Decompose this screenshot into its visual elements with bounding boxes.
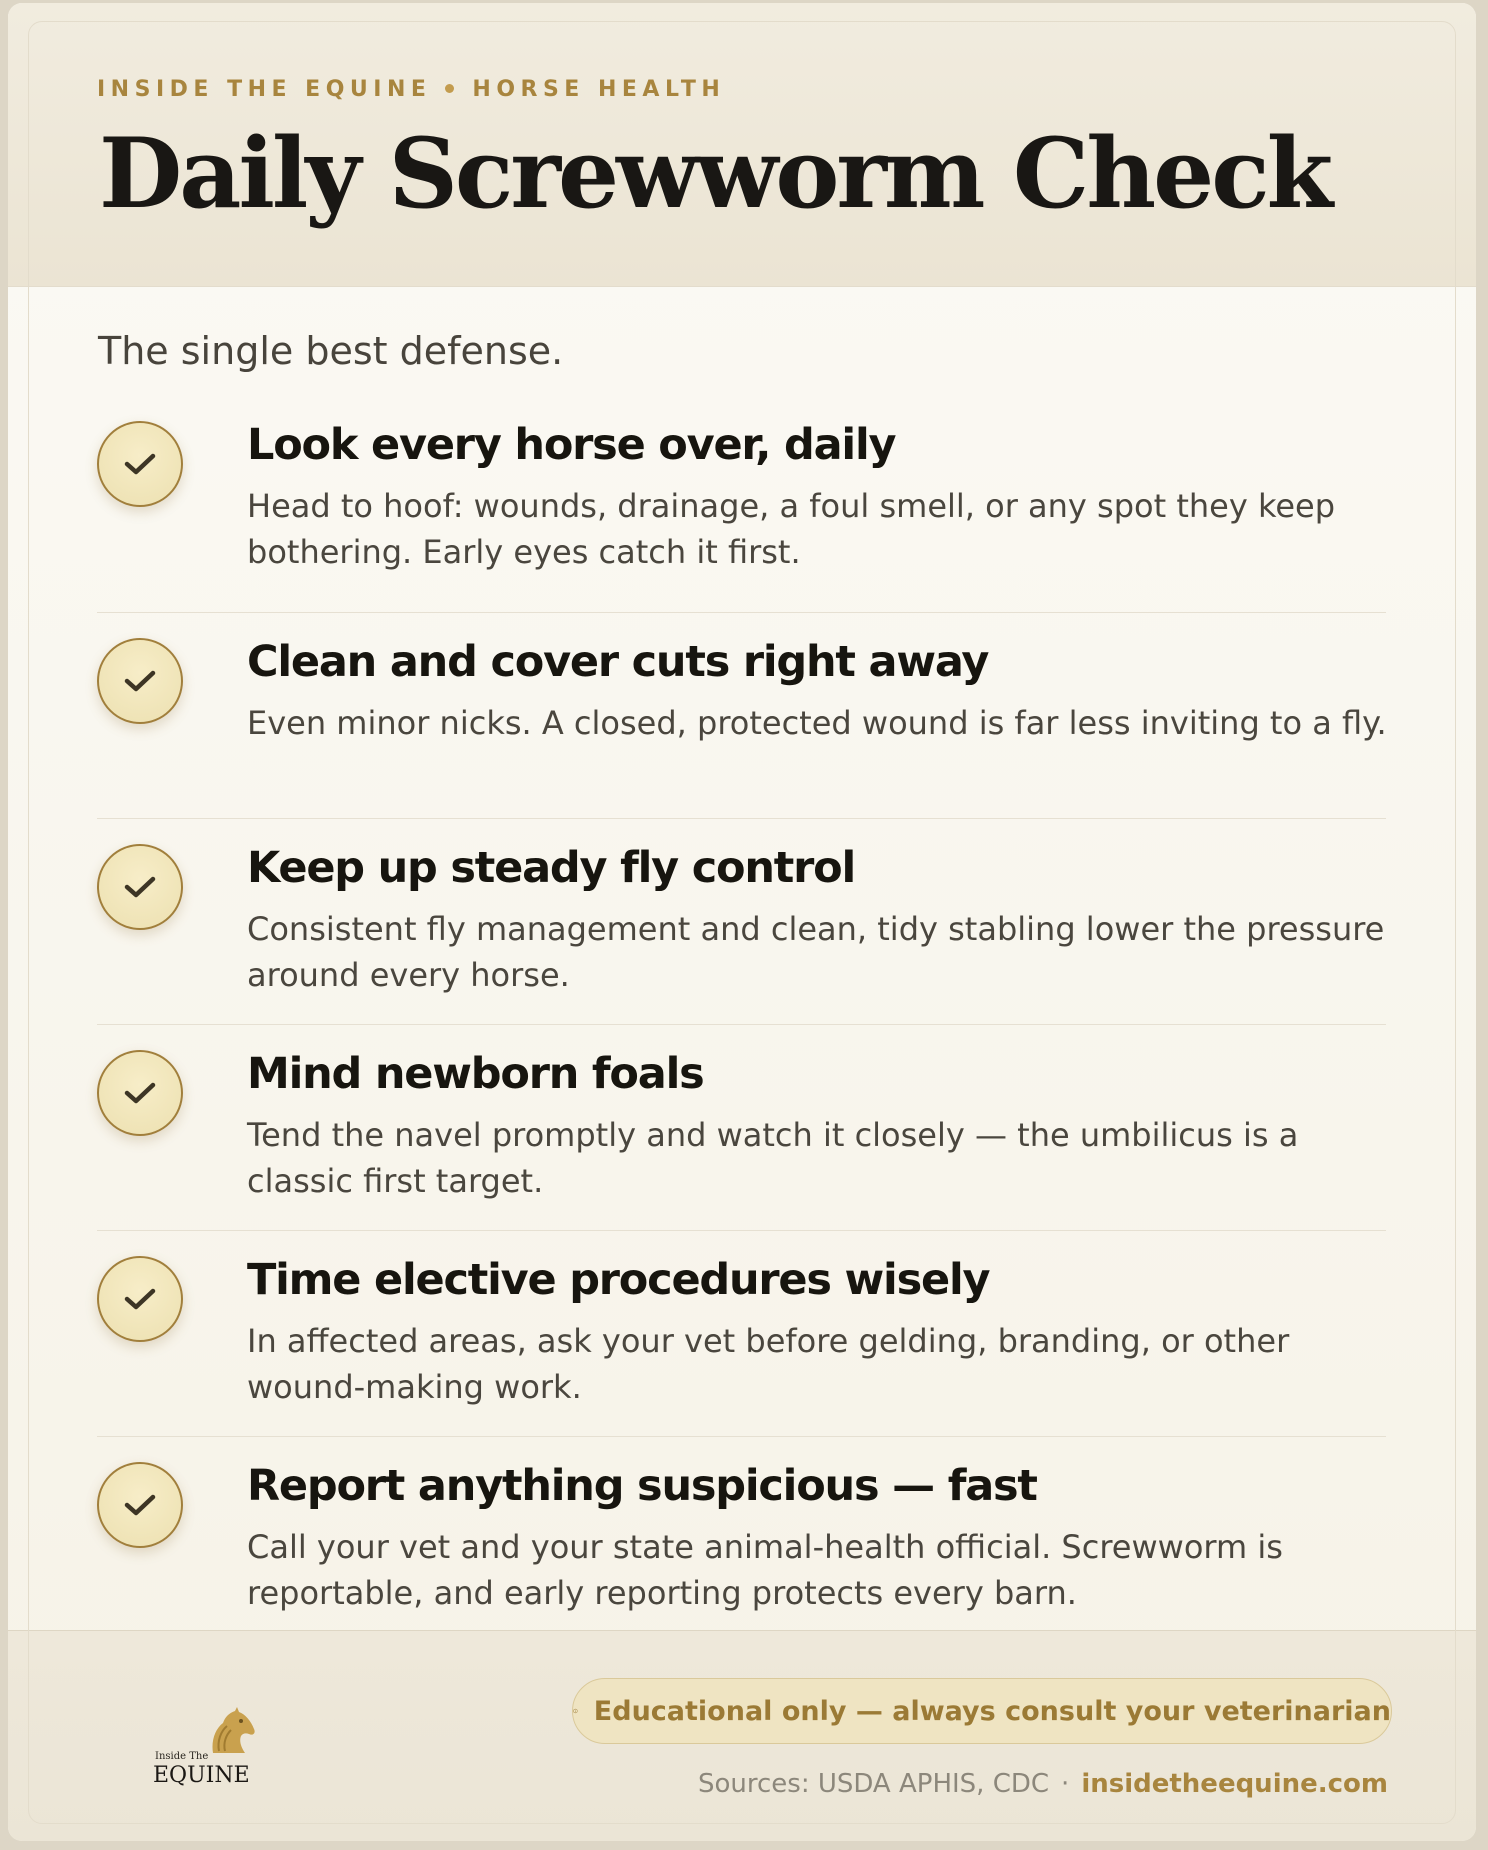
check-icon xyxy=(97,844,183,930)
item-description: Call your vet and your state animal-health official. Screwworm is reportable, and early reporting protects every barn. xyxy=(247,1528,1283,1612)
check-icon xyxy=(97,1256,183,1342)
info-icon xyxy=(573,1700,578,1722)
item-description: Head to hoof: wounds, drainage, a foul smell, or any spot they keep bothering. Early eyes catch it first. xyxy=(247,487,1336,571)
disclaimer-badge xyxy=(572,1678,1392,1744)
checklist-item xyxy=(97,1024,1386,1230)
checklist-item xyxy=(97,1436,1386,1642)
item-description: In affected areas, ask your vet before gelding, branding, or other wound-making work. xyxy=(247,1322,1290,1406)
checklist-item xyxy=(97,612,1386,818)
item-title: Look every horse over, daily xyxy=(247,420,896,470)
sources-line xyxy=(698,1769,1388,1799)
item-description: Consistent fly management and clean, tidy stabling lower the pressure around every horse. xyxy=(247,910,1385,994)
eyebrow-brand: INSIDE THE EQUINE xyxy=(97,77,432,102)
item-description: Even minor nicks. A closed, protected wound is far less inviting to a fly. xyxy=(247,704,1387,742)
item-title: Mind newborn foals xyxy=(247,1049,704,1099)
checklist-item xyxy=(97,818,1386,1024)
checklist-item xyxy=(97,406,1386,612)
subtitle: The single best defense. xyxy=(98,329,564,373)
eyebrow-category: HORSE HEALTH xyxy=(472,77,726,102)
infographic-card xyxy=(8,3,1476,1841)
check-icon xyxy=(97,1050,183,1136)
checklist xyxy=(97,406,1386,1642)
item-title: Clean and cover cuts right away xyxy=(247,637,989,687)
horse-head-icon xyxy=(199,1707,259,1757)
item-description: Tend the navel promptly and watch it closely — the umbilicus is a classic first target. xyxy=(247,1116,1299,1200)
dot-separator xyxy=(445,84,454,93)
footer xyxy=(8,1630,1476,1841)
page-title: Daily Screwworm Check xyxy=(99,117,1331,230)
sources-separator: · xyxy=(1061,1769,1070,1799)
check-icon xyxy=(97,1462,183,1548)
logo-small-text: Inside The xyxy=(155,1751,209,1762)
logo-main-text: EQUINE xyxy=(153,1763,250,1788)
sources-text: Sources: USDA APHIS, CDC xyxy=(697,1769,1050,1799)
eyebrow xyxy=(97,77,725,102)
header xyxy=(8,3,1476,287)
item-title: Report anything suspicious — fast xyxy=(247,1461,1037,1511)
disclaimer-text: Educational only — always consult your veterinarian xyxy=(593,1695,1391,1727)
item-title: Time elective procedures wisely xyxy=(247,1255,990,1305)
brand-logo[interactable] xyxy=(143,1707,283,1797)
checklist-item xyxy=(97,1230,1386,1436)
website-link[interactable]: insidetheequine.com xyxy=(1081,1769,1388,1799)
check-icon xyxy=(97,421,183,507)
item-title: Keep up steady fly control xyxy=(247,843,856,893)
check-icon xyxy=(97,638,183,724)
